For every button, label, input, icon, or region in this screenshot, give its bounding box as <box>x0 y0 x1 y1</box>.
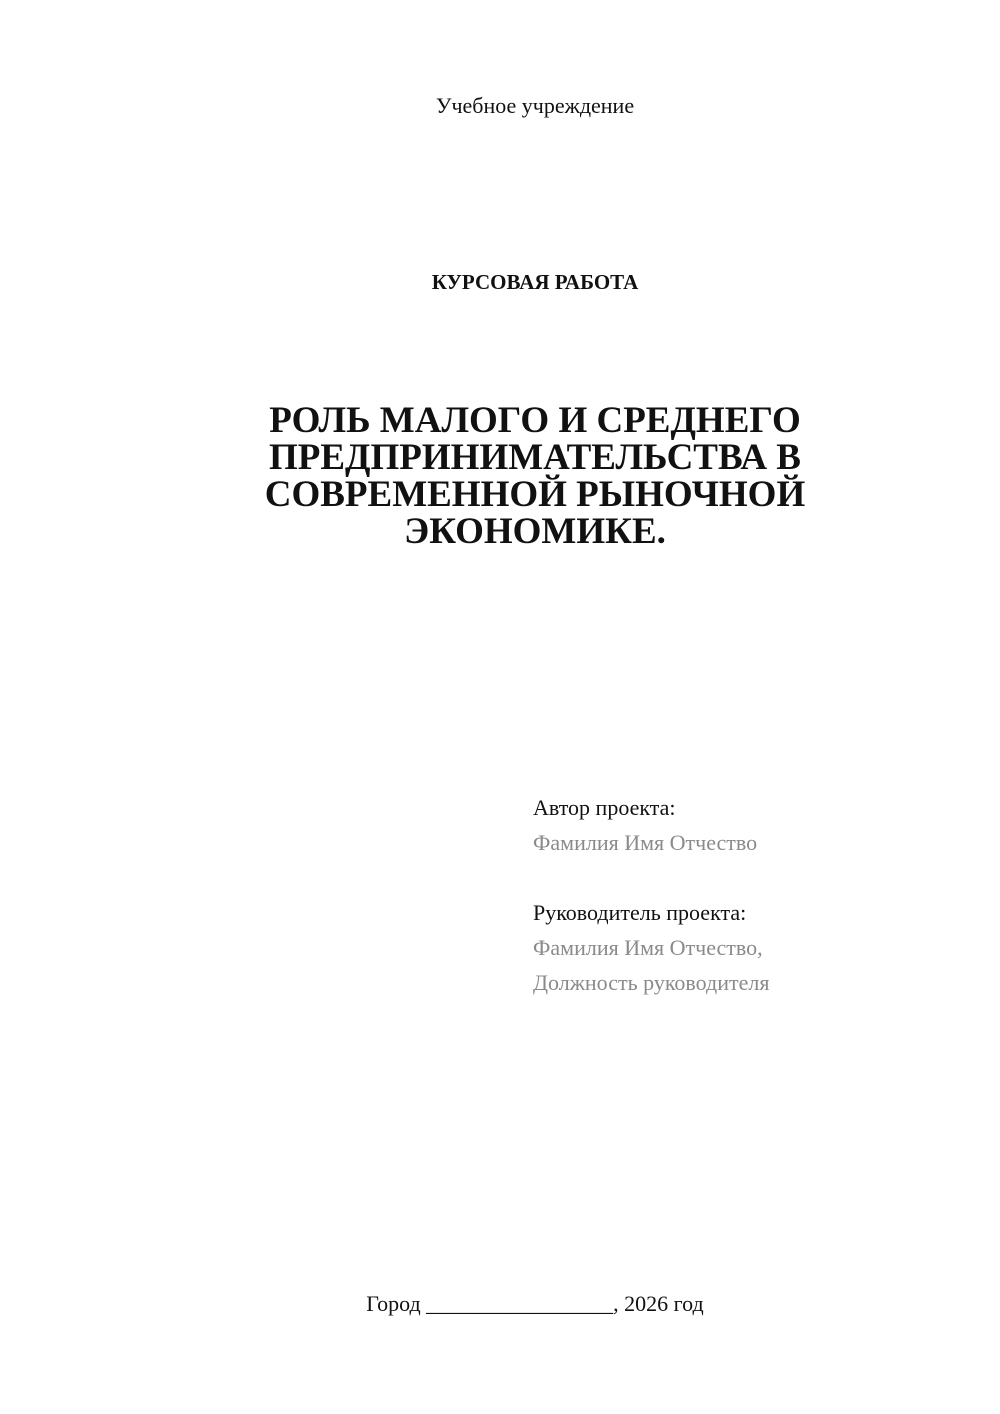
institution-name: Учебное учреждение <box>435 93 635 118</box>
credits-spacer <box>533 860 769 895</box>
city-label: Город <box>366 1291 421 1316</box>
credits-block <box>533 790 769 1000</box>
title-line: ЭКОНОМИКЕ. <box>404 511 666 552</box>
author-name: Фамилия Имя Отчество <box>533 830 758 855</box>
city-blank: _________________ <box>426 1291 614 1316</box>
author-label: Автор проекта: <box>533 795 676 820</box>
title-line: РОЛЬ МАЛОГО И СРЕДНЕГО <box>269 400 801 441</box>
supervisor-position: Должность руководителя <box>533 970 770 995</box>
supervisor-name: Фамилия Имя Отчество, <box>533 935 763 960</box>
supervisor-label: Руководитель проекта: <box>533 900 747 925</box>
document-title <box>0 402 1000 550</box>
document-type: КУРСОВАЯ РАБОТА <box>431 270 639 294</box>
year-text: , 2026 год <box>613 1291 704 1316</box>
city-year-line <box>0 1290 1000 1318</box>
title-line: ПРЕДПРИНИМАТЕЛЬСТВА В <box>268 437 801 478</box>
title-line: СОВРЕМЕННОЙ РЫНОЧНОЙ <box>264 474 806 515</box>
